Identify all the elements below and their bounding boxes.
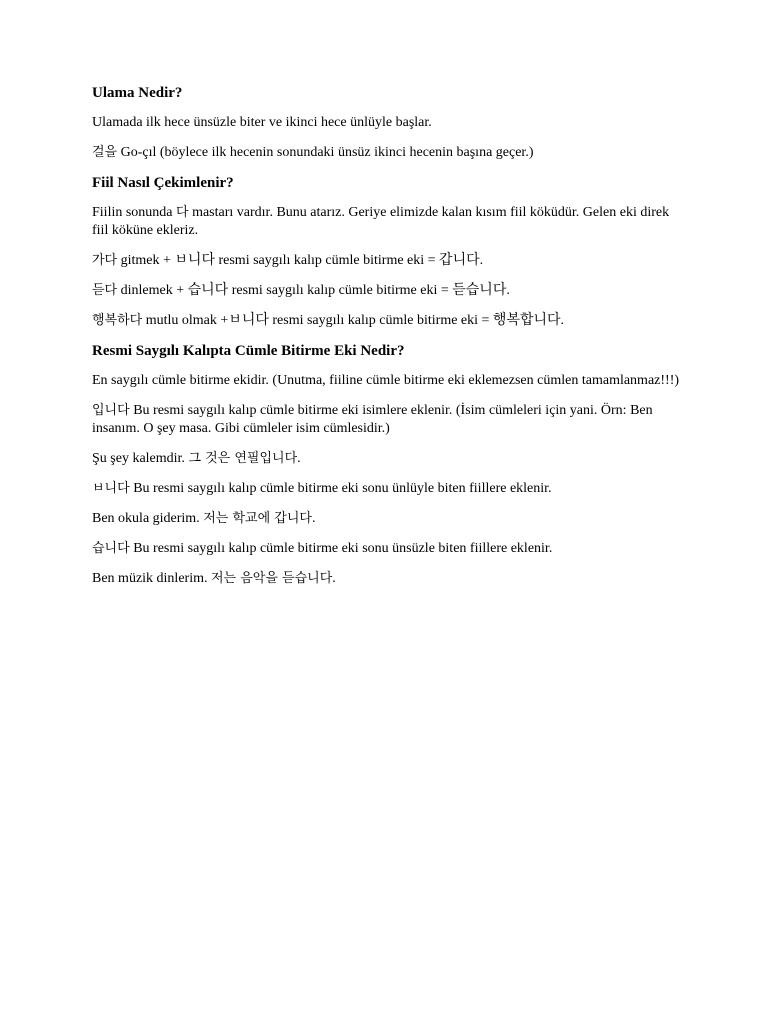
paragraph-text: gitmek + ㅂ니다 resmi saygılı kalıp cümle bitirme eki = 갑니다. bbox=[117, 253, 484, 268]
document-page bbox=[92, 84, 682, 600]
korean-text: 입니다 bbox=[92, 403, 130, 418]
paragraph-text: . bbox=[297, 451, 301, 466]
paragraph-text: Bu resmi saygılı kalıp cümle bitirme eki sonu ünsüzle biten fiillere eklenir. bbox=[129, 541, 553, 556]
heading-fiil: Fiil Nasıl Çekimlenir? bbox=[92, 175, 234, 191]
paragraph-text: Bu resmi saygılı kalıp cümle bitirme eki sonu ünlüyle biten fiillere eklenir. bbox=[129, 481, 552, 496]
paragraph bbox=[92, 570, 682, 588]
paragraph-text: Fiilin sonunda bbox=[92, 205, 177, 220]
korean-text: ㅂ니다 bbox=[92, 481, 130, 496]
paragraph-text: . bbox=[311, 511, 316, 526]
paragraph bbox=[92, 312, 682, 330]
paragraph bbox=[92, 540, 682, 558]
paragraph-text: . bbox=[332, 571, 336, 586]
korean-text: 행복하다 bbox=[92, 313, 143, 328]
korean-text: 저는 학교에 갑니다 bbox=[203, 511, 312, 526]
paragraph: En saygılı cümle bitirme ekidir. (Unutma, fiiline cümle bitirme eki eklemezsen cümlen tamamlanmaz!!!) bbox=[92, 373, 680, 388]
korean-text: 가다 bbox=[92, 253, 118, 268]
paragraph-text: dinlemek + 습니다 resmi saygılı kalıp cümle bitirme eki = 듣습니다. bbox=[117, 283, 510, 298]
paragraph-text: mutlu olmak +ㅂ니다 resmi saygılı kalıp cümle bitirme eki = 행복합니다. bbox=[142, 313, 565, 328]
paragraph-text: Şu şey kalemdir. bbox=[92, 451, 189, 466]
paragraph bbox=[92, 144, 682, 162]
korean-text: 그 것은 연필입니다 bbox=[188, 451, 298, 466]
paragraph bbox=[92, 252, 682, 270]
paragraph-text: mastarı vardır. Bunu atarız. Geriye elimizde kalan kısım fiil köküdür. Gelen eki direk fiil köküne ekleriz. bbox=[92, 205, 670, 238]
paragraph bbox=[92, 402, 682, 438]
heading-ulama: Ulama Nedir? bbox=[92, 85, 183, 101]
paragraph bbox=[92, 450, 682, 468]
korean-text: 듣다 bbox=[92, 283, 118, 298]
korean-text: 걸을 bbox=[92, 145, 118, 160]
korean-text: 저는 음악을 듣습니다 bbox=[210, 571, 333, 586]
paragraph-text: Ben müzik dinlerim. bbox=[92, 571, 211, 586]
paragraph bbox=[92, 282, 682, 300]
paragraph-text: Bu resmi saygılı kalıp cümle bitirme eki isimlere eklenir. (İsim cümleleri için yani. Örn: Ben insanım. O şey masa. Gibi cümleler isim cümlesidir.) bbox=[92, 403, 653, 436]
paragraph-text: Go-çıl (böylece ilk hecenin sonundaki ünsüz ikinci hecenin başına geçer.) bbox=[117, 145, 534, 160]
heading-resmi: Resmi Saygılı Kalıpta Cümle Bitirme Eki Nedir? bbox=[92, 343, 405, 359]
paragraph: Ulamada ilk hece ünsüzle biter ve ikinci hece ünlüyle başlar. bbox=[92, 115, 432, 130]
paragraph bbox=[92, 480, 682, 498]
paragraph-text: Ben okula giderim. bbox=[92, 511, 204, 526]
paragraph bbox=[92, 510, 682, 528]
korean-text: 다 bbox=[176, 205, 189, 220]
korean-text: 습니다 bbox=[92, 541, 130, 556]
paragraph bbox=[92, 204, 682, 240]
